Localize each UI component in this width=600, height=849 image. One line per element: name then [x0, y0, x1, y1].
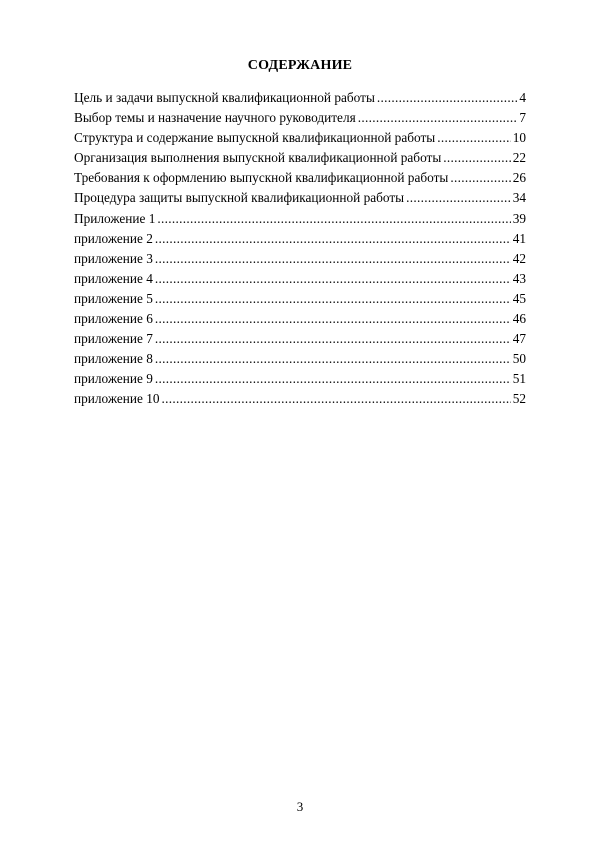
toc-leader-dots [155, 349, 511, 369]
toc-entry[interactable] [74, 128, 526, 148]
toc-leader-dots [155, 369, 511, 389]
toc-entry[interactable] [74, 88, 526, 108]
toc-entry-title: Выбор темы и назначение научного руководителя [74, 110, 356, 126]
toc-leader-dots [443, 148, 510, 168]
toc-leader-dots [406, 188, 511, 208]
toc-entry[interactable] [74, 108, 526, 128]
toc-entry[interactable] [74, 269, 526, 289]
toc-entry-page: 47 [512, 331, 526, 347]
toc-entry-title: Организация выполнения выпускной квалификационной работы [74, 150, 442, 166]
toc-entry-page: 52 [512, 391, 526, 407]
toc-entry-page: 45 [512, 290, 526, 306]
toc-entry-title: приложение 8 [74, 351, 153, 367]
toc-leader-dots [155, 329, 511, 349]
toc-entry-page: 7 [519, 110, 526, 126]
toc-entry-page: 22 [512, 150, 526, 166]
toc-leader-dots [437, 128, 510, 148]
toc-entry-title: Цель и задачи выпускной квалификационной работы [74, 90, 375, 105]
toc-entry[interactable] [74, 389, 526, 409]
toc-leader-dots [155, 309, 511, 329]
toc-entry-title: приложение 2 [74, 230, 153, 246]
toc-entry-page: 34 [512, 190, 526, 206]
table-of-contents [74, 88, 526, 410]
toc-entry[interactable] [74, 329, 526, 349]
toc-entry[interactable] [74, 289, 526, 309]
toc-entry[interactable] [74, 188, 526, 208]
toc-entry-title: Структура и содержание выпускной квалификационной работы [74, 130, 436, 146]
toc-entry-title: Приложение 1 [74, 210, 156, 226]
toc-leader-dots [155, 249, 511, 269]
toc-leader-dots [450, 168, 510, 188]
toc-entry-title: приложение 5 [74, 290, 153, 306]
toc-entry-title: приложение 9 [74, 371, 153, 387]
toc-entry-title: Требования к оформлению выпускной квалификационной работы [74, 170, 449, 186]
toc-entry-page: 43 [512, 270, 526, 286]
toc-entry-page: 46 [512, 311, 526, 327]
toc-entry-page: 51 [512, 371, 526, 387]
toc-entry[interactable] [74, 249, 526, 269]
toc-entry-page: 50 [512, 351, 526, 367]
toc-leader-dots [155, 269, 511, 289]
toc-entry-title: приложение 10 [74, 391, 160, 407]
toc-entry-page: 42 [512, 250, 526, 266]
toc-entry[interactable] [74, 168, 526, 188]
toc-entry-page: 10 [512, 130, 526, 146]
toc-entry-page: 26 [512, 170, 526, 186]
page-number: 3 [296, 799, 304, 814]
toc-leader-dots [155, 229, 511, 249]
toc-entry-title: приложение 4 [74, 270, 153, 286]
toc-entry-title: Процедура защиты выпускной квалификационной работы [74, 190, 405, 206]
toc-leader-dots [358, 108, 518, 128]
toc-entry[interactable] [74, 369, 526, 389]
toc-entry[interactable] [74, 148, 526, 168]
toc-entry[interactable] [74, 349, 526, 369]
toc-leader-dots [162, 389, 511, 409]
toc-entry[interactable] [74, 209, 526, 229]
toc-leader-dots [377, 88, 517, 108]
toc-entry-page: 4 [519, 90, 526, 105]
toc-leader-dots [155, 289, 511, 309]
toc-entry[interactable] [74, 309, 526, 329]
page-title: СОДЕРЖАНИЕ [247, 58, 353, 73]
toc-entry-page: 41 [512, 230, 526, 246]
toc-entry-page: 39 [512, 210, 526, 226]
toc-entry-title: приложение 7 [74, 331, 153, 347]
toc-entry-title: приложение 3 [74, 250, 153, 266]
toc-leader-dots [157, 209, 510, 229]
toc-entry-title: приложение 6 [74, 311, 153, 327]
toc-entry[interactable] [74, 229, 526, 249]
